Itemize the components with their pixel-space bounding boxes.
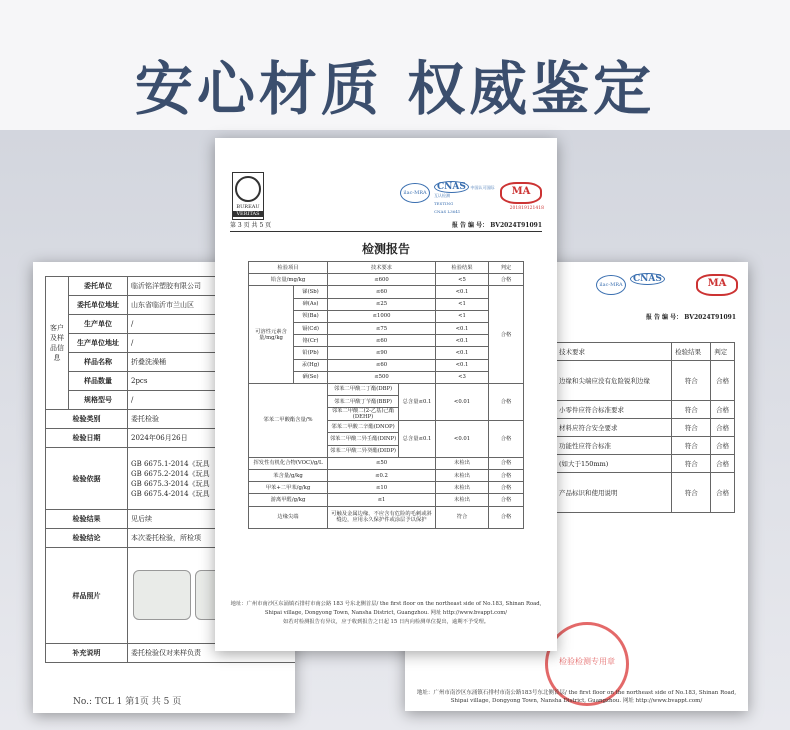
col-header-item: 检验项目: [249, 262, 328, 274]
col-header-judgement: 判定: [489, 262, 524, 274]
headline: 安心材质 权威鉴定: [134, 55, 656, 123]
right-cell-req: 小零件应符合标准要求: [556, 401, 672, 419]
report-title: 检测报告: [361, 242, 410, 256]
left-info-key: 检验日期: [46, 429, 128, 448]
edge-requirement: 可触及金属边缘，不应含有危险的毛刺或斜缝边，应用永久保护件或涂层予以保护: [328, 506, 436, 528]
phthalate-name: 邻苯二甲酸二异癸酯(DIDP): [328, 445, 399, 457]
inspection-stamp: 检验检测专用章: [545, 622, 629, 706]
tail-item: 苯含量/g/kg: [249, 470, 328, 482]
soluble-elements-judgement: 合格: [489, 286, 524, 384]
cnas-text: CNAS: [434, 181, 469, 193]
tail-requirement: ≤0.2: [328, 470, 436, 482]
element-requirement: ≤60: [328, 359, 436, 371]
right-cell-res: 符合: [672, 401, 711, 419]
element-result: <0.1: [436, 347, 489, 359]
sample-info-group-label: 客户及样品信息: [46, 277, 69, 410]
right-header-res: 检验结果: [672, 343, 711, 361]
ma-logo: MA: [500, 182, 542, 204]
element-name: 锑(Sb): [294, 286, 328, 298]
left-info-key: 检验结果: [46, 510, 128, 529]
right-cell-judge: 合格: [711, 437, 735, 455]
element-result: <3: [436, 371, 489, 383]
phthalate-name: 邻苯二甲酸二异壬酯(DINP): [328, 433, 399, 445]
left-info-value: 临沂铭洋塑胶有限公司: [128, 277, 296, 296]
bureau-veritas-logo: [232, 172, 264, 220]
element-requirement: ≤60: [328, 286, 436, 298]
element-name: 硒(Se): [294, 371, 328, 383]
left-info-value: 见后续: [128, 510, 296, 529]
lead-result: <5: [436, 274, 489, 286]
left-info-value: 山东省临沂市兰山区: [128, 296, 296, 315]
tail-judgement: 合格: [489, 482, 524, 494]
right-cell-res: 符合: [672, 437, 711, 455]
right-cell-res: 符合: [672, 455, 711, 473]
element-result: <1: [436, 310, 489, 322]
ma-logo: MA: [696, 274, 738, 296]
right-cell-req: (如大于150mm): [556, 455, 672, 473]
right-result-table: [555, 342, 735, 513]
center-report-sheet: [215, 138, 557, 651]
left-info-value: 委托检验仅对来样负责: [128, 644, 296, 663]
tail-judgement: 合格: [489, 494, 524, 506]
left-info-key: 规格型号: [69, 391, 128, 410]
phthalate-requirement-1: 总含量≤0.1: [399, 383, 436, 420]
element-name: 镉(Cd): [294, 322, 328, 334]
page-info-row: [230, 220, 542, 232]
bv-bottom-text: VERITAS: [233, 211, 263, 217]
right-sheet-footer: 地址：广州市南沙区东涌镇石排村市南公路183号东北侧首层/ the first floor on the northeast side of No.183, Shinan Road, Shipai village, Dongyong Town, Nansha District, Guangzhou. 网址 http://www.bvappt.com/: [416, 690, 737, 704]
phthalate-result-1: <0.01: [436, 383, 489, 420]
left-info-value: GB 6675.1-2014《玩具 GB 6675.2-2014《玩具 GB 6675.3-2014《玩具 GB 6675.4-2014《玩具: [128, 448, 296, 510]
element-name: 钡(Ba): [294, 310, 328, 322]
left-info-value: 2pcs: [128, 372, 296, 391]
element-requirement: ≤75: [328, 322, 436, 334]
edge-result: 符合: [436, 506, 489, 528]
left-info-key: 生产单位: [69, 315, 128, 334]
element-result: <0.1: [436, 335, 489, 347]
col-header-requirement: 技术要求: [328, 262, 436, 274]
left-info-value: /: [128, 391, 296, 410]
tail-result: 未检出: [436, 457, 489, 469]
cnas-text: CNAS: [630, 273, 665, 285]
phthalate-name: 邻苯二甲酸二(2-乙基)己酯(DEHP): [328, 408, 399, 421]
phthalate-result-2: <0.01: [436, 421, 489, 458]
left-info-value: 折叠洗澡桶: [128, 353, 296, 372]
phthalate-judgement-1: 合格: [489, 383, 524, 420]
right-header-req: 技术要求: [556, 343, 672, 361]
left-info-value: 委托检验: [128, 410, 296, 429]
sample-photo-bucket: [133, 570, 191, 620]
right-header-judge: 判定: [711, 343, 735, 361]
left-info-key: 委托单位地址: [69, 296, 128, 315]
bv-top-text: BUREAU: [236, 204, 260, 210]
tail-requirement: ≤1: [328, 494, 436, 506]
right-cell-req: 边缘和尖端应没有危险锐利边缘: [556, 361, 672, 401]
edge-item: 边缘尖端: [249, 506, 328, 528]
left-sheet-footer: No.: TCL 1 第1页 共 5 页: [73, 697, 182, 707]
left-info-key: 补充说明: [46, 644, 128, 663]
element-requirement: ≤500: [328, 371, 436, 383]
element-result: <0.1: [436, 359, 489, 371]
left-info-key: 样品名称: [69, 353, 128, 372]
report-number: 报 告 编 号： BV2024T91091: [451, 222, 542, 229]
right-cell-judge: 合格: [711, 473, 735, 513]
phthalate-judgement-2: 合格: [489, 421, 524, 458]
center-logo-bar: [228, 168, 544, 228]
left-info-key: 检验依据: [46, 448, 128, 510]
right-cell-req: 材料应符合安全要求: [556, 419, 672, 437]
left-info-key: 委托单位: [69, 277, 128, 296]
right-cell-req: 产品标识和使用说明: [556, 473, 672, 513]
lead-requirement: ≤600: [328, 274, 436, 286]
element-result: <1: [436, 298, 489, 310]
soluble-elements-label: 可溶性元素含量/mg/kg: [249, 286, 294, 384]
ilac-logo: ilac-MRA: [596, 275, 626, 295]
right-cell-judge: 合格: [711, 401, 735, 419]
left-info-value: /: [128, 334, 296, 353]
element-result: <0.1: [436, 286, 489, 298]
left-info-key: 样品数量: [69, 372, 128, 391]
right-cell-judge: 合格: [711, 455, 735, 473]
element-name: 砷(As): [294, 298, 328, 310]
right-result-row: [556, 455, 735, 473]
col-header-result: 检验结果: [436, 262, 489, 274]
tail-requirement: ≤50: [328, 457, 436, 469]
phthalate-name: 邻苯二甲酸丁苄酯(BBP): [328, 396, 399, 408]
right-result-row: [556, 419, 735, 437]
tail-item: 挥发性有机化合物(VOC)/g/L: [249, 457, 328, 469]
header-area: [0, 0, 790, 130]
page-number: 第 3 页 共 5 页: [230, 222, 272, 229]
tail-judgement: 合格: [489, 457, 524, 469]
right-cell-judge: 合格: [711, 419, 735, 437]
tail-result: 未检出: [436, 494, 489, 506]
left-info-value: 本次委托检验，所检项: [128, 529, 296, 548]
element-name: 汞(Hg): [294, 359, 328, 371]
phthalate-label: 邻苯二甲酸酯含量/%: [249, 383, 328, 457]
tail-item: 游离甲醛/g/kg: [249, 494, 328, 506]
element-requirement: ≤25: [328, 298, 436, 310]
right-result-row: [556, 437, 735, 455]
element-requirement: ≤1000: [328, 310, 436, 322]
element-name: 铅(Pb): [294, 347, 328, 359]
tail-result: 未检出: [436, 470, 489, 482]
tail-result: 未检出: [436, 482, 489, 494]
tail-judgement: 合格: [489, 470, 524, 482]
element-result: <0.1: [436, 322, 489, 334]
left-info-key: 检验类别: [46, 410, 128, 429]
center-sheet-footer: 地址：广州市南沙区东涌镇石排村市南公路 183 号东北侧首层/ the first floor on the northeast side of No.183, Shinan Road, Shipai village, Dongyong Town, Nansha District, Guangzhou. 网址 http://www.bvappt.com/ 如若对检测报告有异议，应于收到报告之日起 15 日内向检测单位提出，逾期不予受理。: [230, 601, 542, 625]
left-info-key: 生产单位地址: [69, 334, 128, 353]
right-cell-req: 功能性应符合标准: [556, 437, 672, 455]
lead-item: 铅含量/mg/kg: [249, 274, 328, 286]
right-cell-judge: 合格: [711, 361, 735, 401]
cnas-subtext: 中国认可国际互认检测 TESTING CNAS L3641: [434, 185, 495, 214]
left-info-key: 检验结论: [46, 529, 128, 548]
tail-requirement: ≤10: [328, 482, 436, 494]
right-cell-res: 符合: [672, 473, 711, 513]
left-info-value: /: [128, 315, 296, 334]
ma-date: 201819121418: [509, 206, 544, 211]
element-requirement: ≤90: [328, 347, 436, 359]
tail-item: 甲苯+二甲苯/g/kg: [249, 482, 328, 494]
element-requirement: ≤60: [328, 335, 436, 347]
test-result-table: [248, 261, 524, 529]
right-report-no: 报 告 编 号： BV2024T91091: [645, 314, 736, 321]
lead-judgement: 合格: [489, 274, 524, 286]
right-result-row: [556, 473, 735, 513]
cnas-logo: [630, 276, 692, 294]
left-info-key: 样品照片: [46, 548, 128, 644]
right-result-row: [556, 401, 735, 419]
bv-emblem-icon: [235, 176, 261, 202]
cnas-logo: [434, 182, 496, 214]
phthalate-name: 邻苯二甲酸二丁酯(DBP): [328, 383, 399, 395]
ilac-mra-logo: ilac-MRA: [400, 183, 430, 203]
right-logos: [596, 274, 738, 296]
phthalate-name: 邻苯二甲酸二辛酯(DNOP): [328, 421, 399, 433]
left-info-value: 2024年06月26日: [128, 429, 296, 448]
right-cell-res: 符合: [672, 361, 711, 401]
phthalate-requirement-2: 总含量≤0.1: [399, 421, 436, 458]
edge-judgement: 合格: [489, 506, 524, 528]
right-result-row: [556, 361, 735, 401]
right-cell-res: 符合: [672, 419, 711, 437]
element-name: 铬(Cr): [294, 335, 328, 347]
